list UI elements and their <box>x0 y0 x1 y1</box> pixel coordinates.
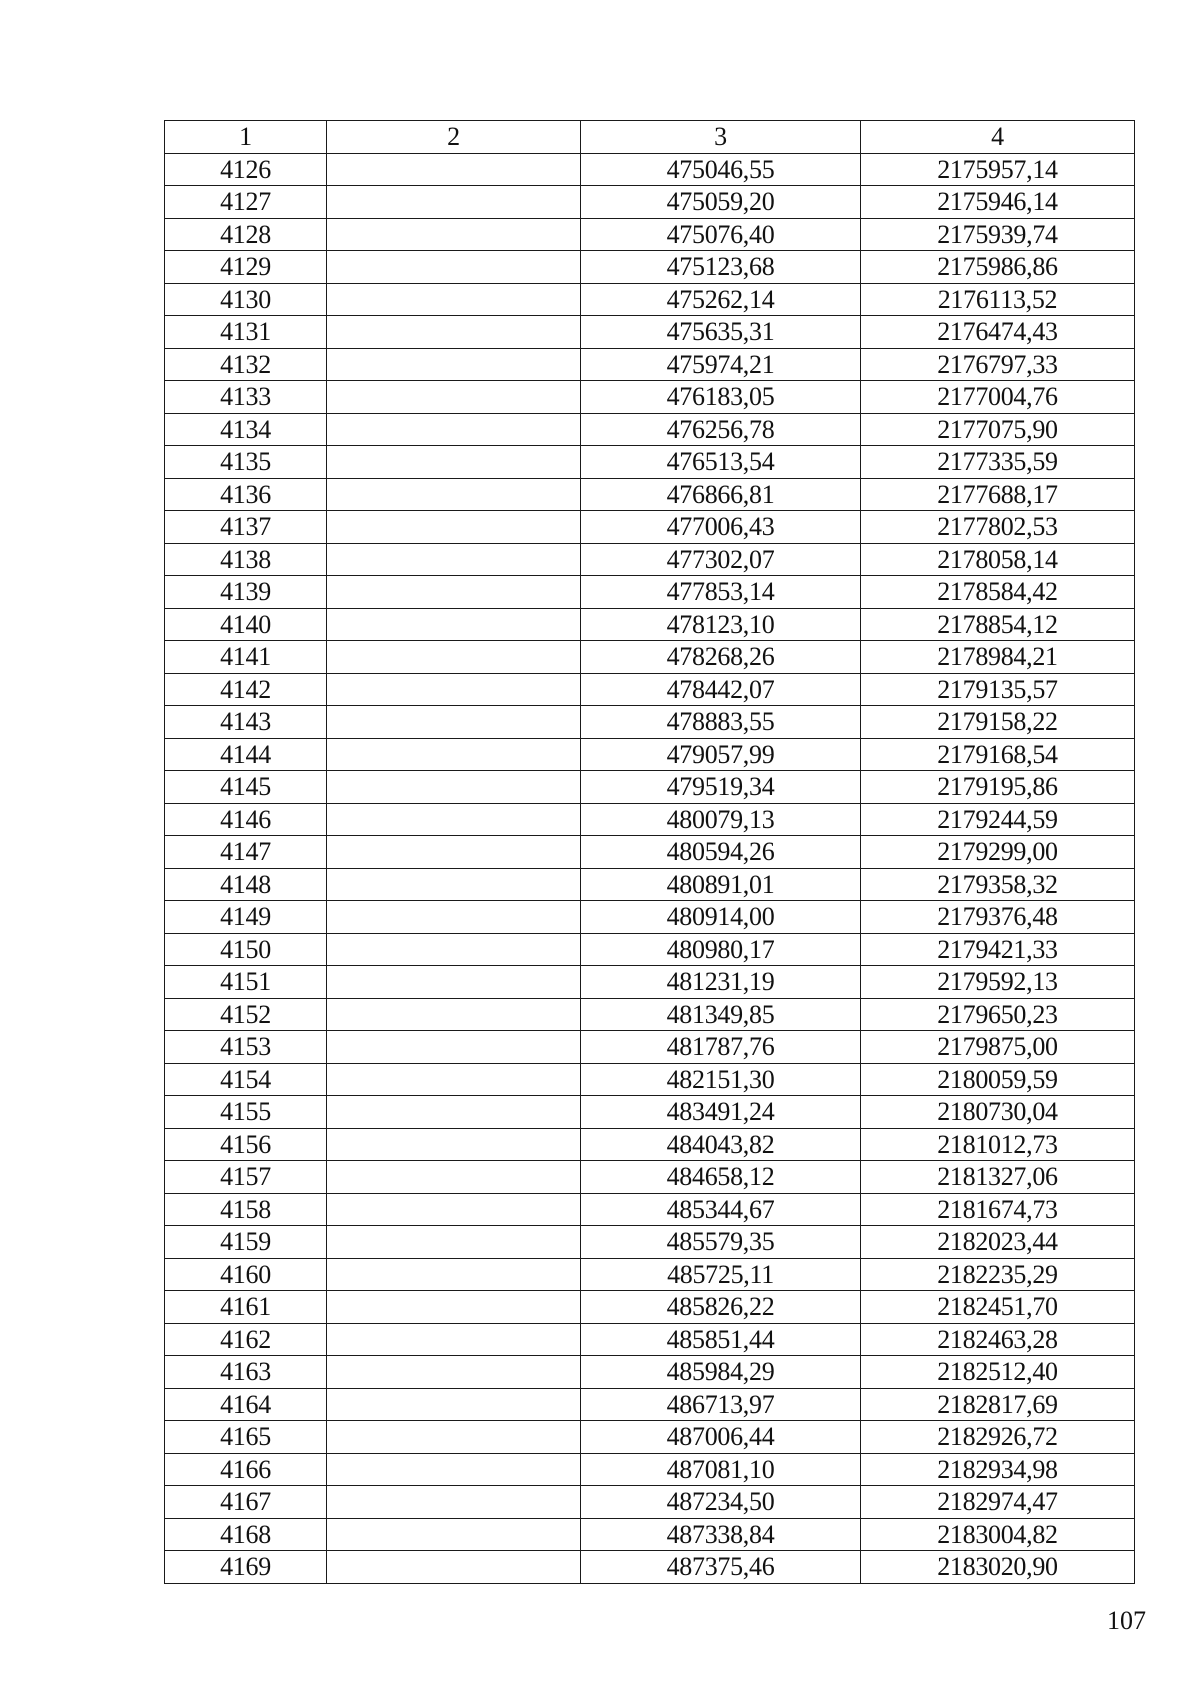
table-cell-col-2 <box>327 576 581 609</box>
table-row <box>165 868 1135 901</box>
table-cell-col-3: 477302,07 <box>581 543 861 576</box>
table-cell-col-4: 2179135,57 <box>861 673 1135 706</box>
table-cell-col-1: 4141 <box>165 641 327 674</box>
table-cell-col-4: 2179168,54 <box>861 738 1135 771</box>
table-row <box>165 1161 1135 1194</box>
table-cell-col-1: 4137 <box>165 511 327 544</box>
table-cell-col-2 <box>327 446 581 479</box>
table-row <box>165 543 1135 576</box>
table-cell-col-1: 4150 <box>165 933 327 966</box>
table-cell-col-4: 2183004,82 <box>861 1518 1135 1551</box>
table-cell-col-2 <box>327 771 581 804</box>
table-cell-col-1: 4129 <box>165 251 327 284</box>
table-cell-col-1: 4145 <box>165 771 327 804</box>
table-cell-col-1: 4157 <box>165 1161 327 1194</box>
table-row <box>165 901 1135 934</box>
table-cell-col-2 <box>327 803 581 836</box>
table-cell-col-4: 2178984,21 <box>861 641 1135 674</box>
table-cell-col-3: 475262,14 <box>581 283 861 316</box>
table-cell-col-3: 476513,54 <box>581 446 861 479</box>
table-cell-col-3: 487338,84 <box>581 1518 861 1551</box>
table-cell-col-2 <box>327 933 581 966</box>
table-cell-col-1: 4153 <box>165 1031 327 1064</box>
table-cell-col-3: 475076,40 <box>581 218 861 251</box>
table-row <box>165 283 1135 316</box>
table-cell-col-4: 2182926,72 <box>861 1421 1135 1454</box>
table-cell-col-4: 2183020,90 <box>861 1551 1135 1584</box>
table-cell-col-1: 4164 <box>165 1388 327 1421</box>
table-header <box>165 121 1135 154</box>
table-row <box>165 381 1135 414</box>
table-cell-col-4: 2179358,32 <box>861 868 1135 901</box>
table-cell-col-3: 479519,34 <box>581 771 861 804</box>
table-cell-col-2 <box>327 283 581 316</box>
table-cell-col-1: 4131 <box>165 316 327 349</box>
table-cell-col-3: 485851,44 <box>581 1323 861 1356</box>
table-row <box>165 1096 1135 1129</box>
table-cell-col-2 <box>327 608 581 641</box>
table-cell-col-3: 480914,00 <box>581 901 861 934</box>
table-cell-col-3: 478442,07 <box>581 673 861 706</box>
table-row <box>165 153 1135 186</box>
table-row <box>165 803 1135 836</box>
table-cell-col-4: 2176797,33 <box>861 348 1135 381</box>
table-cell-col-4: 2182235,29 <box>861 1258 1135 1291</box>
table-cell-col-2 <box>327 251 581 284</box>
table-cell-col-3: 478883,55 <box>581 706 861 739</box>
table-cell-col-2 <box>327 673 581 706</box>
table-cell-col-2 <box>327 706 581 739</box>
table-row <box>165 1551 1135 1584</box>
table-row <box>165 1128 1135 1161</box>
table-cell-col-4: 2179592,13 <box>861 966 1135 999</box>
table-cell-col-3: 480891,01 <box>581 868 861 901</box>
table-row <box>165 1323 1135 1356</box>
table-cell-col-1: 4126 <box>165 153 327 186</box>
table-cell-col-4: 2175939,74 <box>861 218 1135 251</box>
table-cell-col-4: 2180730,04 <box>861 1096 1135 1129</box>
table-cell-col-3: 486713,97 <box>581 1388 861 1421</box>
table-cell-col-3: 487234,50 <box>581 1486 861 1519</box>
table-cell-col-2 <box>327 348 581 381</box>
table-row <box>165 1063 1135 1096</box>
table-cell-col-4: 2179650,23 <box>861 998 1135 1031</box>
table-cell-col-1: 4144 <box>165 738 327 771</box>
table-cell-col-3: 475123,68 <box>581 251 861 284</box>
table-cell-col-1: 4158 <box>165 1193 327 1226</box>
table-row <box>165 836 1135 869</box>
table-cell-col-1: 4147 <box>165 836 327 869</box>
table-cell-col-1: 4146 <box>165 803 327 836</box>
table-row <box>165 933 1135 966</box>
table-cell-col-1: 4139 <box>165 576 327 609</box>
table-cell-col-4: 2176474,43 <box>861 316 1135 349</box>
table-cell-col-1: 4151 <box>165 966 327 999</box>
table-cell-col-3: 477006,43 <box>581 511 861 544</box>
table-row <box>165 706 1135 739</box>
table-row <box>165 966 1135 999</box>
table-cell-col-4: 2177688,17 <box>861 478 1135 511</box>
table-cell-col-2 <box>327 1453 581 1486</box>
table-cell-col-4: 2175986,86 <box>861 251 1135 284</box>
table-cell-col-2 <box>327 218 581 251</box>
table-cell-col-4: 2175957,14 <box>861 153 1135 186</box>
table-row <box>165 1518 1135 1551</box>
table-row <box>165 998 1135 1031</box>
table-cell-col-3: 476256,78 <box>581 413 861 446</box>
table-row <box>165 1486 1135 1519</box>
table-cell-col-2 <box>327 413 581 446</box>
table-cell-col-3: 478123,10 <box>581 608 861 641</box>
table-row <box>165 1453 1135 1486</box>
table-row <box>165 218 1135 251</box>
table-row <box>165 608 1135 641</box>
table-row <box>165 1193 1135 1226</box>
table-cell-col-4: 2182817,69 <box>861 1388 1135 1421</box>
table-row <box>165 1356 1135 1389</box>
table-cell-col-4: 2179299,00 <box>861 836 1135 869</box>
table-cell-col-4: 2177075,90 <box>861 413 1135 446</box>
table-cell-col-2 <box>327 511 581 544</box>
table-cell-col-2 <box>327 478 581 511</box>
table-cell-col-4: 2178854,12 <box>861 608 1135 641</box>
table-cell-col-3: 485826,22 <box>581 1291 861 1324</box>
table-row <box>165 576 1135 609</box>
table-cell-col-1: 4165 <box>165 1421 327 1454</box>
table-cell-col-2 <box>327 1031 581 1064</box>
table-cell-col-1: 4148 <box>165 868 327 901</box>
table-cell-col-3: 481787,76 <box>581 1031 861 1064</box>
table-cell-col-3: 480594,26 <box>581 836 861 869</box>
coordinates-table <box>164 120 1135 1584</box>
column-header-1: 1 <box>165 121 327 154</box>
table-cell-col-3: 476183,05 <box>581 381 861 414</box>
table-cell-col-3: 480980,17 <box>581 933 861 966</box>
table-cell-col-3: 487081,10 <box>581 1453 861 1486</box>
table-cell-col-1: 4162 <box>165 1323 327 1356</box>
table-row <box>165 446 1135 479</box>
table-cell-col-1: 4161 <box>165 1291 327 1324</box>
table-cell-col-2 <box>327 1323 581 1356</box>
table-cell-col-2 <box>327 1096 581 1129</box>
table-row <box>165 478 1135 511</box>
table-cell-col-4: 2179421,33 <box>861 933 1135 966</box>
column-header-4: 4 <box>861 121 1135 154</box>
table-cell-col-1: 4163 <box>165 1356 327 1389</box>
table-cell-col-1: 4132 <box>165 348 327 381</box>
table-cell-col-4: 2182023,44 <box>861 1226 1135 1259</box>
table-cell-col-1: 4134 <box>165 413 327 446</box>
table-cell-col-3: 475046,55 <box>581 153 861 186</box>
table-cell-col-4: 2175946,14 <box>861 186 1135 219</box>
table-cell-col-3: 484043,82 <box>581 1128 861 1161</box>
table-cell-col-3: 481231,19 <box>581 966 861 999</box>
table-row <box>165 186 1135 219</box>
table-cell-col-4: 2181012,73 <box>861 1128 1135 1161</box>
table-cell-col-1: 4127 <box>165 186 327 219</box>
table-cell-col-4: 2176113,52 <box>861 283 1135 316</box>
table-cell-col-3: 476866,81 <box>581 478 861 511</box>
table-cell-col-2 <box>327 1421 581 1454</box>
table-cell-col-3: 479057,99 <box>581 738 861 771</box>
table-cell-col-4: 2181674,73 <box>861 1193 1135 1226</box>
table-cell-col-3: 485579,35 <box>581 1226 861 1259</box>
table-cell-col-4: 2179244,59 <box>861 803 1135 836</box>
table-cell-col-1: 4156 <box>165 1128 327 1161</box>
table-cell-col-2 <box>327 1551 581 1584</box>
table-cell-col-1: 4168 <box>165 1518 327 1551</box>
table-cell-col-2 <box>327 1518 581 1551</box>
table-cell-col-4: 2177004,76 <box>861 381 1135 414</box>
table-cell-col-4: 2179195,86 <box>861 771 1135 804</box>
page-number: 107 <box>1107 1606 1146 1635</box>
table-cell-col-3: 480079,13 <box>581 803 861 836</box>
table-row <box>165 771 1135 804</box>
table-cell-col-4: 2181327,06 <box>861 1161 1135 1194</box>
table-cell-col-1: 4159 <box>165 1226 327 1259</box>
table-cell-col-1: 4138 <box>165 543 327 576</box>
table-row <box>165 1226 1135 1259</box>
table-cell-col-2 <box>327 153 581 186</box>
table-row <box>165 348 1135 381</box>
table-cell-col-2 <box>327 1486 581 1519</box>
table-cell-col-2 <box>327 1388 581 1421</box>
table-cell-col-1: 4167 <box>165 1486 327 1519</box>
table-cell-col-3: 485344,67 <box>581 1193 861 1226</box>
table-cell-col-2 <box>327 1258 581 1291</box>
table-cell-col-3: 487375,46 <box>581 1551 861 1584</box>
table-cell-col-4: 2182974,47 <box>861 1486 1135 1519</box>
table-cell-col-3: 483491,24 <box>581 1096 861 1129</box>
table-row <box>165 673 1135 706</box>
table-cell-col-4: 2177802,53 <box>861 511 1135 544</box>
table-cell-col-1: 4154 <box>165 1063 327 1096</box>
header-row <box>165 121 1135 154</box>
table-cell-col-1: 4142 <box>165 673 327 706</box>
table-row <box>165 316 1135 349</box>
table-cell-col-2 <box>327 1226 581 1259</box>
table-cell-col-1: 4130 <box>165 283 327 316</box>
table-cell-col-1: 4140 <box>165 608 327 641</box>
table-cell-col-1: 4133 <box>165 381 327 414</box>
table-cell-col-2 <box>327 641 581 674</box>
table-cell-col-2 <box>327 1356 581 1389</box>
table-cell-col-2 <box>327 1161 581 1194</box>
table-cell-col-4: 2182463,28 <box>861 1323 1135 1356</box>
table-cell-col-3: 475974,21 <box>581 348 861 381</box>
table-cell-col-3: 477853,14 <box>581 576 861 609</box>
table-cell-col-1: 4166 <box>165 1453 327 1486</box>
table-row <box>165 413 1135 446</box>
table-cell-col-2 <box>327 1193 581 1226</box>
table-row <box>165 641 1135 674</box>
table-cell-col-2 <box>327 381 581 414</box>
table-cell-col-2 <box>327 543 581 576</box>
table-cell-col-3: 484658,12 <box>581 1161 861 1194</box>
column-header-2: 2 <box>327 121 581 154</box>
table-row <box>165 1258 1135 1291</box>
table-row <box>165 1031 1135 1064</box>
table-cell-col-4: 2178584,42 <box>861 576 1135 609</box>
column-header-3: 3 <box>581 121 861 154</box>
table-row <box>165 1421 1135 1454</box>
table-cell-col-1: 4128 <box>165 218 327 251</box>
table-cell-col-4: 2182512,40 <box>861 1356 1135 1389</box>
table-cell-col-3: 481349,85 <box>581 998 861 1031</box>
table-cell-col-1: 4135 <box>165 446 327 479</box>
table-cell-col-3: 482151,30 <box>581 1063 861 1096</box>
table-cell-col-2 <box>327 1291 581 1324</box>
table-cell-col-3: 475635,31 <box>581 316 861 349</box>
table-cell-col-4: 2179376,48 <box>861 901 1135 934</box>
table-cell-col-2 <box>327 966 581 999</box>
table-cell-col-2 <box>327 998 581 1031</box>
table-cell-col-3: 475059,20 <box>581 186 861 219</box>
table-cell-col-4: 2180059,59 <box>861 1063 1135 1096</box>
table-cell-col-2 <box>327 1063 581 1096</box>
table-cell-col-2 <box>327 186 581 219</box>
table-cell-col-3: 485725,11 <box>581 1258 861 1291</box>
table-cell-col-4: 2179875,00 <box>861 1031 1135 1064</box>
table-row <box>165 251 1135 284</box>
table-cell-col-4: 2182934,98 <box>861 1453 1135 1486</box>
table-cell-col-2 <box>327 1128 581 1161</box>
table-row <box>165 1388 1135 1421</box>
table-cell-col-1: 4152 <box>165 998 327 1031</box>
table-cell-col-4: 2179158,22 <box>861 706 1135 739</box>
table-cell-col-3: 485984,29 <box>581 1356 861 1389</box>
table-cell-col-2 <box>327 316 581 349</box>
table-cell-col-1: 4155 <box>165 1096 327 1129</box>
table-cell-col-2 <box>327 868 581 901</box>
table-cell-col-1: 4143 <box>165 706 327 739</box>
table-cell-col-3: 487006,44 <box>581 1421 861 1454</box>
table-cell-col-4: 2178058,14 <box>861 543 1135 576</box>
table-cell-col-2 <box>327 901 581 934</box>
table-body <box>165 153 1135 1583</box>
table-row <box>165 1291 1135 1324</box>
table-cell-col-2 <box>327 836 581 869</box>
table-cell-col-1: 4149 <box>165 901 327 934</box>
table-cell-col-1: 4136 <box>165 478 327 511</box>
table-cell-col-2 <box>327 738 581 771</box>
table-cell-col-1: 4160 <box>165 1258 327 1291</box>
table-row <box>165 511 1135 544</box>
table-row <box>165 738 1135 771</box>
table-cell-col-1: 4169 <box>165 1551 327 1584</box>
table-cell-col-4: 2182451,70 <box>861 1291 1135 1324</box>
table-cell-col-3: 478268,26 <box>581 641 861 674</box>
table-cell-col-4: 2177335,59 <box>861 446 1135 479</box>
